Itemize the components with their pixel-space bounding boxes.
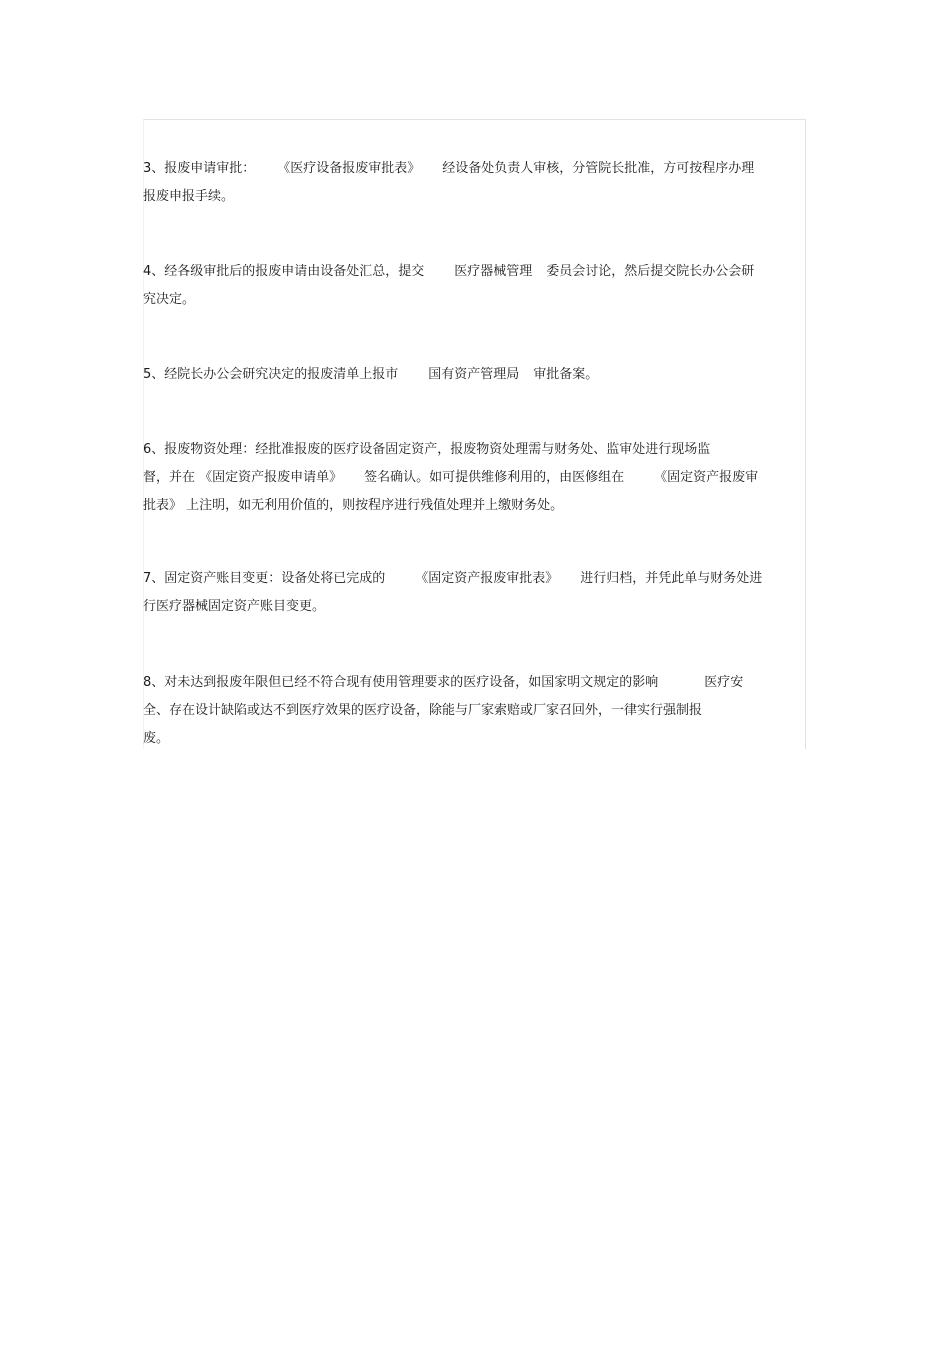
page-frame — [143, 119, 806, 749]
paragraph-item-7 — [143, 565, 793, 621]
paragraph-item-4 — [143, 258, 793, 314]
paragraph-line: 行医疗器械固定资产账目变更。 — [143, 599, 326, 614]
paragraph-line: 5、经院长办公会研究决定的报废清单上报市 国有资产管理局 审批备案。 — [143, 367, 599, 382]
paragraph-line: 报废申报手续。 — [143, 189, 235, 204]
paragraph-item-6 — [143, 436, 793, 520]
paragraph-item-8 — [143, 669, 793, 753]
paragraph-line: 8、对未达到报废年限但已经不符合现有使用管理要求的医疗设备，如国家明文规定的影响 医疗安 — [143, 675, 744, 690]
paragraph-line: 7、固定资产账目变更：设备处将已完成的 《固定资产报废审批表》 进行归档，并凭此单与财务处进 — [143, 571, 763, 586]
paragraph-line: 4、经各级审批后的报废申请由设备处汇总，提交 医疗器械管理 委员会讨论，然后提交院长办公会研 — [143, 264, 755, 279]
paragraph-line: 批表》 上注明，如无利用价值的，则按程序进行残值处理并上缴财务处。 — [143, 498, 564, 513]
paragraph-line: 督，并在 《固定资产报废申请单》 签名确认。如可提供维修利用的，由医修组在 《固定资产报废审 — [143, 470, 759, 485]
paragraph-item-3 — [143, 155, 793, 211]
paragraph-line: 全、存在设计缺陷或达不到医疗效果的医疗设备，除能与厂家索赔或厂家召回外，一律实行强制报 — [143, 703, 703, 718]
paragraph-line: 3、报废申请审批： 《医疗设备报废审批表》 经设备处负责人审核，分管院长批准，方可按程序办理 — [143, 161, 755, 176]
paragraph-line: 废。 — [143, 731, 170, 746]
paragraph-line: 究决定。 — [143, 292, 196, 307]
paragraph-line: 6、报废物资处理：经批准报废的医疗设备固定资产，报废物资处理需与财务处、监审处进行现场监 — [143, 442, 711, 457]
paragraph-item-5 — [143, 361, 793, 389]
